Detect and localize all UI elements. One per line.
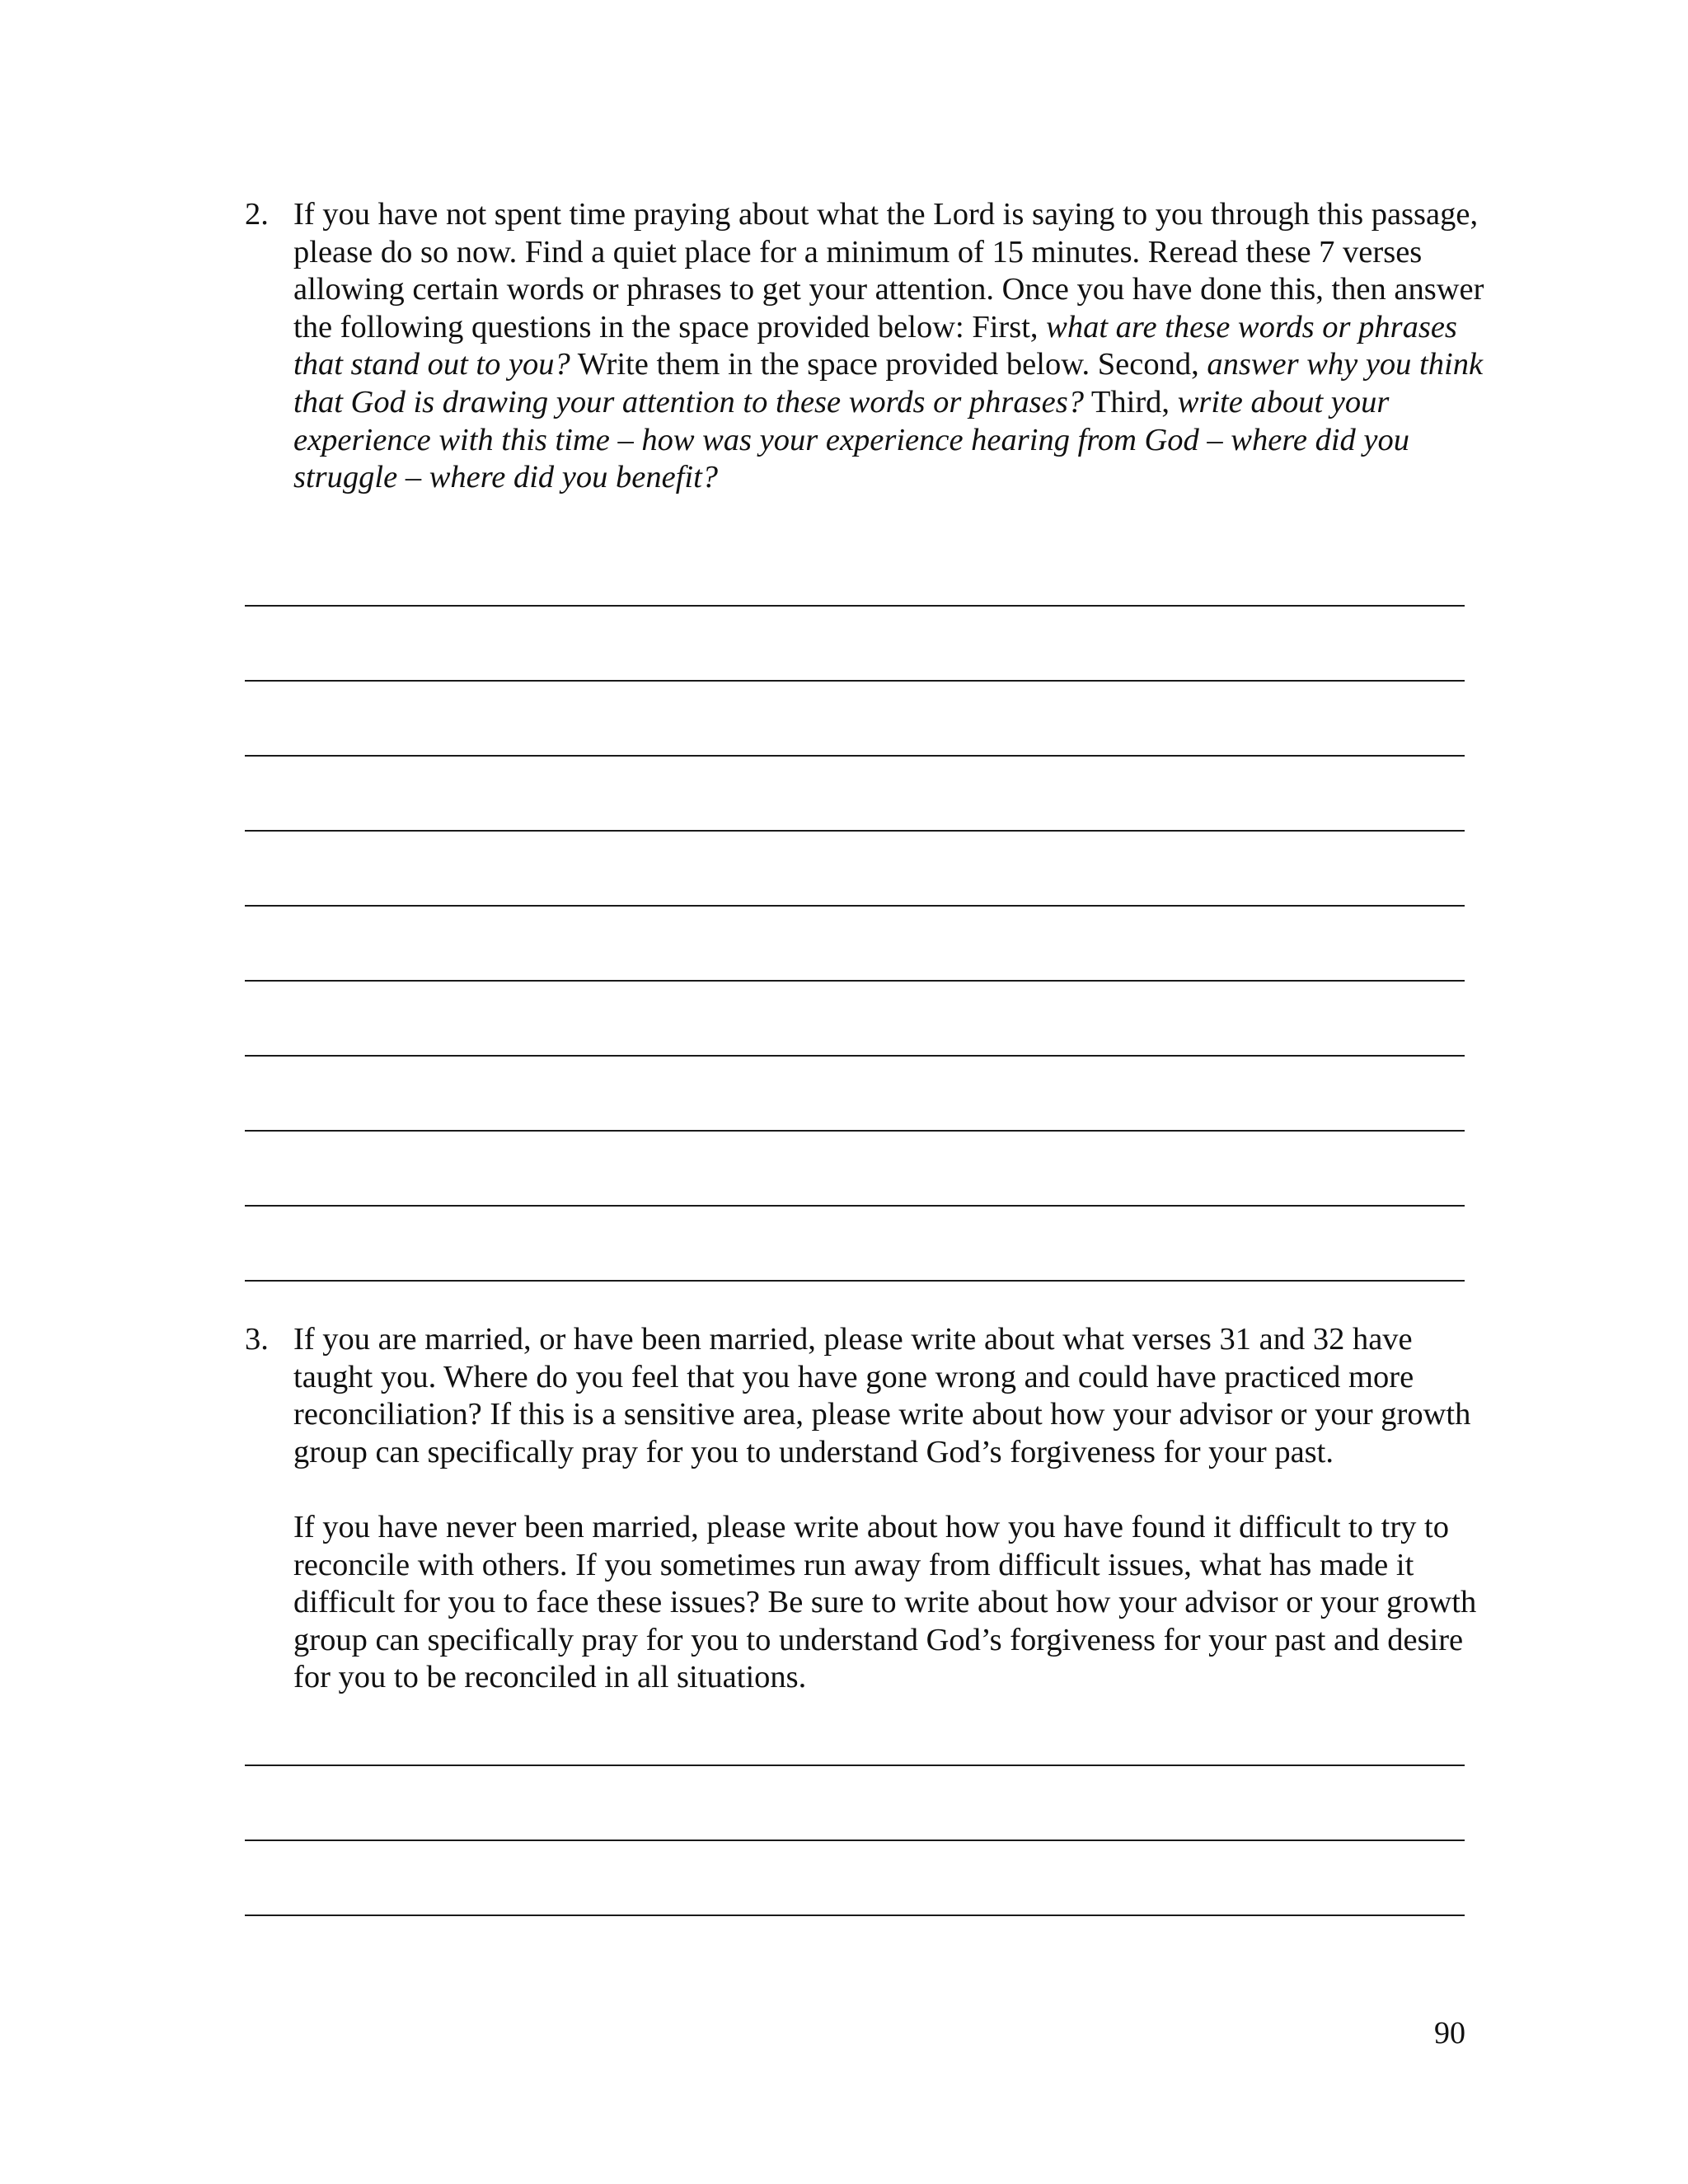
answer-line[interactable] <box>245 680 1465 682</box>
text-segment: If you have never been married, please write about how you have found it difficult to try to reconcile with others. If you sometimes run away from difficult issues, what has made it difficult for you to face these issues? Be sure to write about how your advisor or your growth group can specifically pray for you to understand God’s forgiveness for your past and desire for you to be reconciled in all situations. <box>293 1509 1477 1695</box>
answer-line[interactable] <box>245 1130 1465 1132</box>
answer-line[interactable] <box>245 1055 1465 1057</box>
italic-text-segment: answer why you think that God is drawing your attention to these words or phrases? <box>293 347 1484 419</box>
question-number: 3. <box>245 1322 269 1357</box>
question-paragraph <box>293 1321 1484 1471</box>
answer-line[interactable] <box>245 1840 1465 1841</box>
text-segment: Write them in the space provided below. Second, <box>570 347 1207 382</box>
answer-line[interactable] <box>245 1915 1465 1916</box>
page-number: 90 <box>1434 2016 1465 2050</box>
italic-text-segment: what are these words or phrases that stand out to you? <box>293 309 1457 382</box>
italic-text-segment: write about your experience with this time – how was your experience hearing from God – where did you struggle – where did you benefit? <box>293 384 1410 495</box>
answer-line[interactable] <box>245 605 1465 607</box>
answer-line[interactable] <box>245 1205 1465 1207</box>
question-text <box>293 196 1484 497</box>
answer-line[interactable] <box>245 830 1465 832</box>
question-paragraph <box>293 1509 1484 1697</box>
answer-line[interactable] <box>245 1765 1465 1766</box>
answer-line[interactable] <box>245 755 1465 757</box>
question-number: 2. <box>245 197 269 232</box>
answer-line[interactable] <box>245 905 1465 907</box>
question-paragraph <box>293 196 1484 497</box>
text-segment: If you have not spent time praying about what the Lord is saying to you through this passage, please do so now. Find a quiet place for a minimum of 15 minutes. Reread these 7 verses allowing certain words or phrases to get your attention. Once you have done this, then answer the following questions in the space provided below: First, <box>293 197 1484 344</box>
answer-line[interactable] <box>245 1280 1465 1282</box>
answer-line[interactable] <box>245 980 1465 982</box>
question-text <box>293 1321 1484 1697</box>
text-segment: If you are married, or have been married, please write about what verses 31 and 32 have taught you. Where do you feel that you have gone wrong and could have practiced more reconciliation? If this is a sensitive area, please write about how your advisor or your growth group can specifically pray for you to understand God’s forgiveness for your past. <box>293 1322 1471 1469</box>
text-segment: Third, <box>1083 384 1178 419</box>
